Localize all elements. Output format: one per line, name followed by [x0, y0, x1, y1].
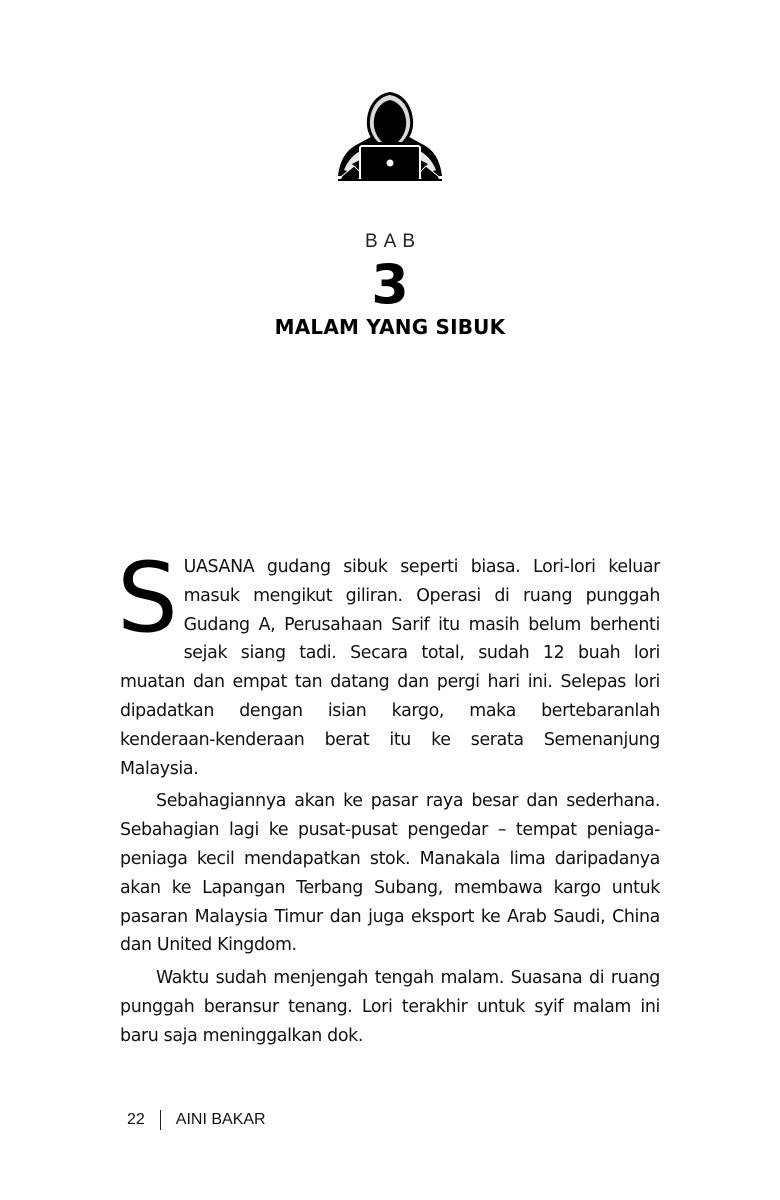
drop-cap: S: [117, 542, 178, 654]
paragraph-1-text: UASANA gudang sibuk seperti biasa. Lori-lori keluar masuk mengikut giliran. Operasi di ruang punggah Gudang A, Perusahaan Sarif itu masih belum berhenti sejak siang tadi. Secara total, sudah 12 buah lori muatan dan empat tan datang dan pergi hari ini. Selepas lori dipadatkan dengan isian kargo, maka bertebaranlah kenderaan-kenderaan berat itu ke serata Semenanjung Malaysia.: [120, 557, 660, 779]
chapter-body: [117, 542, 660, 1051]
page-footer: [127, 1110, 266, 1130]
hooded-hacker-illustration: [332, 90, 448, 182]
chapter-title: MALAM YANG SIBUK: [274, 315, 506, 339]
paragraph-1: [117, 542, 660, 783]
page-number: 22: [127, 1111, 145, 1128]
paragraph-3: Waktu sudah menjengah tengah malam. Suasana di ruang punggah beransur tenang. Lori terakhir untuk syif malam ini baru saja meninggalkan dok.: [120, 968, 660, 1046]
author-name: AINI BAKAR: [175, 1111, 266, 1128]
hooded-hacker-with-laptop-icon: [332, 90, 448, 182]
chapter-number: 3: [371, 253, 409, 316]
footer-divider: [160, 1110, 161, 1130]
paragraph-2: Sebahagiannya akan ke pasar raya besar dan sederhana. Sebahagian lagi ke pusat-pusat pengedar – tempat peniaga-peniaga kecil mendapatkan stok. Manakala lima daripadanya akan ke Lapangan Terbang Subang, membawa kargo untuk pasaran Malaysia Timur dan juga eksport ke Arab Saudi, China dan United Kingdom.: [120, 791, 660, 956]
chapter-label: BAB: [364, 231, 422, 252]
